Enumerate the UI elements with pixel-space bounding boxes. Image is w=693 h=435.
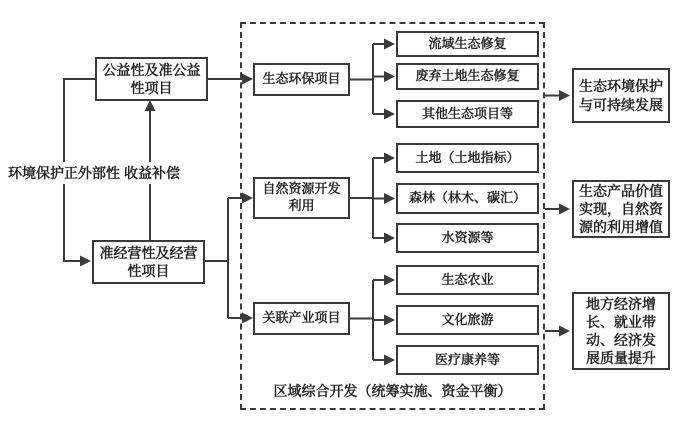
item-abandoned-land-restoration-box: 废弃土地生态修复 (396, 63, 539, 90)
item-medical-wellness-box: 医疗康养等 (396, 345, 539, 375)
outcome-local-economy-box: 地方经济增长、就业带动、经济发展质量提升 (572, 292, 670, 370)
item-land-box: 土地（土地指标） (396, 143, 539, 173)
category-eco-protection-box: 生态环保项目 (253, 63, 350, 96)
category-natural-resources-box: 自然资源开发利用 (253, 177, 350, 219)
item-watershed-restoration-box: 流域生态修复 (396, 31, 539, 57)
compensation-label: 收益补偿 (122, 162, 182, 184)
item-other-eco-projects-box: 其他生态项目等 (396, 100, 539, 128)
outcome-eco-protection-box: 生态环境保护与可持续发展 (572, 68, 670, 123)
region-caption: 区域综合开发（统筹实施、资金平衡） (273, 383, 512, 399)
outcome-eco-product-value-box: 生态产品价值实现，自然资源的利用增值 (572, 180, 670, 238)
category-related-industry-box: 关联产业项目 (253, 302, 350, 335)
item-forest-box: 森林（林木、碳汇） (396, 183, 539, 214)
quasi-operational-projects-box: 准经营性及经营性项目 (92, 240, 205, 284)
public-welfare-projects-box: 公益性及准公益性项目 (95, 57, 208, 101)
item-water-resources-box: 水资源等 (396, 223, 539, 253)
item-eco-agriculture-box: 生态农业 (396, 265, 539, 295)
item-culture-tourism-box: 文化旅游 (396, 305, 539, 335)
externality-label: 环境保护正外部性 (6, 162, 122, 184)
